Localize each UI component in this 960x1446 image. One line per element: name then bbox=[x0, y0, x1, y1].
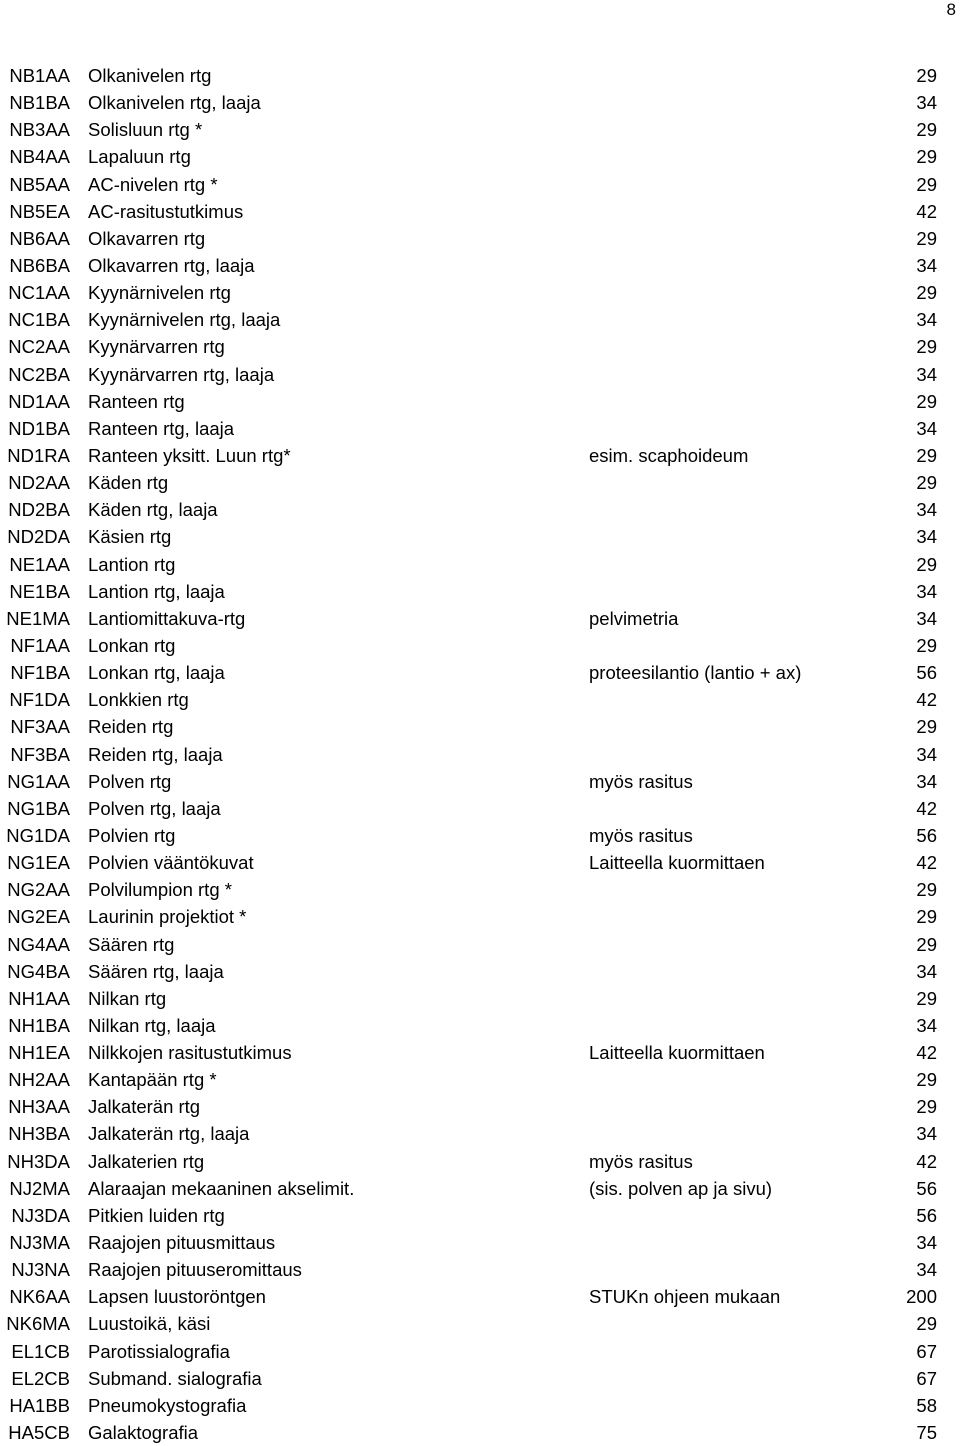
table-row bbox=[0, 741, 960, 768]
procedure-price: 29 bbox=[916, 1313, 937, 1335]
procedure-name: Lonkan rtg bbox=[88, 634, 176, 656]
procedure-price: 67 bbox=[916, 1367, 937, 1389]
procedure-code: NF3AA bbox=[10, 716, 70, 738]
procedure-code: NB5AA bbox=[9, 173, 70, 195]
procedure-name: Käsien rtg bbox=[88, 526, 172, 548]
table-row bbox=[0, 795, 960, 822]
procedure-name: Olkanivelen rtg bbox=[88, 65, 212, 86]
procedure-name: Lonkkien rtg bbox=[88, 689, 189, 711]
table-row bbox=[0, 1066, 960, 1093]
procedure-code: ND1AA bbox=[8, 390, 70, 412]
procedure-note: myös rasitus bbox=[589, 824, 693, 846]
procedure-price: 29 bbox=[916, 716, 937, 738]
procedure-price: 34 bbox=[916, 960, 937, 982]
procedure-price: 56 bbox=[916, 662, 937, 684]
procedure-name: Nilkan rtg, laaja bbox=[88, 1014, 216, 1036]
table-row bbox=[0, 551, 960, 578]
procedure-price: 29 bbox=[916, 119, 937, 141]
procedure-note: (sis. polven ap ja sivu) bbox=[589, 1177, 773, 1199]
procedure-price: 200 bbox=[906, 1286, 937, 1308]
table-row bbox=[0, 198, 960, 225]
procedure-code: HA5CB bbox=[8, 1422, 70, 1444]
procedure-price: 29 bbox=[916, 1096, 937, 1118]
procedure-name: Kyynärnivelen rtg bbox=[88, 282, 231, 304]
procedure-name: Luustoikä, käsi bbox=[88, 1313, 211, 1335]
procedure-price: 34 bbox=[916, 607, 937, 629]
procedure-code: NJ3MA bbox=[9, 1232, 70, 1254]
procedure-code: EL2CB bbox=[11, 1367, 70, 1389]
procedure-code: NK6AA bbox=[9, 1286, 70, 1308]
procedure-name: Käden rtg, laaja bbox=[88, 499, 218, 521]
table-row bbox=[0, 605, 960, 632]
procedure-code: NH1BA bbox=[8, 1014, 70, 1036]
procedure-code: NK6MA bbox=[6, 1313, 70, 1335]
procedure-price: 29 bbox=[916, 390, 937, 412]
procedure-price: 56 bbox=[916, 1177, 937, 1199]
procedure-code: NB3AA bbox=[9, 119, 70, 141]
procedure-price: 29 bbox=[916, 65, 937, 86]
table-row bbox=[0, 361, 960, 388]
table-row bbox=[0, 876, 960, 903]
procedure-code: NH1AA bbox=[8, 987, 70, 1009]
procedure-name: Reiden rtg bbox=[88, 716, 174, 738]
procedure-price: 42 bbox=[916, 797, 937, 819]
table-row bbox=[0, 822, 960, 849]
procedure-name: Lantiomittakuva-rtg bbox=[88, 607, 246, 629]
table-row bbox=[0, 469, 960, 496]
procedure-name: Lantion rtg, laaja bbox=[88, 580, 225, 602]
table-row bbox=[0, 388, 960, 415]
procedure-name: AC-nivelen rtg * bbox=[88, 173, 218, 195]
procedure-code: NE1BA bbox=[9, 580, 70, 602]
procedure-code: NG1AA bbox=[7, 770, 70, 792]
procedure-code: NC2AA bbox=[8, 336, 70, 358]
procedure-name: Käden rtg bbox=[88, 472, 169, 494]
table-row bbox=[0, 1229, 960, 1256]
procedure-code: NB1BA bbox=[9, 92, 70, 114]
procedure-name: Nilkan rtg bbox=[88, 987, 167, 1009]
table-row bbox=[0, 279, 960, 306]
table-row bbox=[0, 1039, 960, 1066]
procedure-code: NH1EA bbox=[8, 1042, 70, 1064]
procedure-code: NH3BA bbox=[8, 1123, 70, 1145]
procedure-price: 42 bbox=[916, 852, 937, 874]
table-row bbox=[0, 713, 960, 740]
procedure-name: Lonkan rtg, laaja bbox=[88, 662, 225, 684]
procedure-price: 34 bbox=[916, 92, 937, 114]
procedure-note: myös rasitus bbox=[589, 1150, 693, 1172]
table-row bbox=[0, 578, 960, 605]
table-row bbox=[0, 931, 960, 958]
procedure-price: 29 bbox=[916, 634, 937, 656]
table-row bbox=[0, 143, 960, 170]
procedure-price: 34 bbox=[916, 743, 937, 765]
procedure-code: NG2AA bbox=[7, 879, 70, 901]
table-row bbox=[0, 903, 960, 930]
procedure-code: NH3AA bbox=[8, 1096, 70, 1118]
table-row bbox=[0, 171, 960, 198]
table-row bbox=[0, 252, 960, 279]
procedure-price: 42 bbox=[916, 689, 937, 711]
procedure-price: 29 bbox=[916, 906, 937, 928]
procedure-name: Solisluun rtg * bbox=[88, 119, 203, 141]
procedure-price: 34 bbox=[916, 499, 937, 521]
procedure-code: NH3DA bbox=[7, 1150, 70, 1172]
procedure-code: EL1CB bbox=[11, 1340, 70, 1362]
procedure-code: NJ3DA bbox=[11, 1204, 70, 1226]
procedure-name: Lapsen luustoröntgen bbox=[88, 1286, 266, 1308]
procedure-code: NF1AA bbox=[10, 634, 70, 656]
procedure-code: NG1DA bbox=[6, 824, 70, 846]
table-row bbox=[0, 442, 960, 469]
procedure-code: NG1EA bbox=[7, 852, 70, 874]
procedure-name: Submand. sialografia bbox=[88, 1367, 262, 1389]
procedure-name: Kyynärvarren rtg bbox=[88, 336, 225, 358]
procedure-name: Ranteen yksitt. Luun rtg* bbox=[88, 444, 291, 466]
procedure-code: NB5EA bbox=[9, 200, 70, 222]
procedure-name: Parotissialografia bbox=[88, 1340, 230, 1362]
procedure-code: NC1BA bbox=[8, 309, 70, 331]
table-row bbox=[0, 1202, 960, 1229]
procedure-name: Jalkaterän rtg bbox=[88, 1096, 201, 1118]
procedure-name: AC-rasitustutkimus bbox=[88, 200, 244, 222]
procedure-code: ND2BA bbox=[8, 499, 70, 521]
procedure-price: 29 bbox=[916, 282, 937, 304]
table-row bbox=[0, 1338, 960, 1365]
table-row bbox=[0, 1419, 960, 1446]
procedure-code: NJ3NA bbox=[11, 1259, 70, 1281]
price-list-table bbox=[0, 62, 960, 1446]
procedure-price: 29 bbox=[916, 553, 937, 575]
procedure-name: Säären rtg, laaja bbox=[88, 960, 224, 982]
procedure-name: Pneumokystografia bbox=[88, 1394, 247, 1416]
procedure-name: Polvien rtg bbox=[88, 824, 176, 846]
table-row bbox=[0, 1093, 960, 1120]
procedure-name: Lapaluun rtg bbox=[88, 146, 191, 168]
table-row bbox=[0, 849, 960, 876]
table-row bbox=[0, 1175, 960, 1202]
table-row bbox=[0, 686, 960, 713]
procedure-name: Kyynärnivelen rtg, laaja bbox=[88, 309, 281, 331]
procedure-price: 34 bbox=[916, 1123, 937, 1145]
procedure-price: 34 bbox=[916, 417, 937, 439]
procedure-name: Alaraajan mekaaninen akselimit. bbox=[88, 1177, 355, 1199]
table-row bbox=[0, 1310, 960, 1337]
table-row bbox=[0, 89, 960, 116]
procedure-price: 67 bbox=[916, 1340, 937, 1362]
procedure-price: 34 bbox=[916, 309, 937, 331]
procedure-name: Jalkaterän rtg, laaja bbox=[88, 1123, 250, 1145]
procedure-price: 29 bbox=[916, 987, 937, 1009]
procedure-note: pelvimetria bbox=[589, 607, 679, 629]
procedure-price: 42 bbox=[916, 1150, 937, 1172]
procedure-price: 75 bbox=[916, 1422, 937, 1444]
procedure-name: Olkavarren rtg, laaja bbox=[88, 254, 255, 276]
procedure-price: 56 bbox=[916, 824, 937, 846]
table-row bbox=[0, 1283, 960, 1310]
table-row bbox=[0, 1392, 960, 1419]
procedure-note: esim. scaphoideum bbox=[589, 444, 749, 466]
procedure-name: Kantapään rtg * bbox=[88, 1069, 217, 1091]
procedure-code: NF3BA bbox=[10, 743, 70, 765]
procedure-price: 34 bbox=[916, 1232, 937, 1254]
procedure-code: ND1RA bbox=[7, 444, 70, 466]
procedure-price: 29 bbox=[916, 444, 937, 466]
procedure-code: NG2EA bbox=[7, 906, 70, 928]
procedure-price: 34 bbox=[916, 770, 937, 792]
procedure-price: 29 bbox=[916, 933, 937, 955]
procedure-price: 56 bbox=[916, 1204, 937, 1226]
procedure-code: NB6AA bbox=[9, 227, 70, 249]
procedure-name: Olkavarren rtg bbox=[88, 227, 206, 249]
table-row bbox=[0, 116, 960, 143]
procedure-note: Laitteella kuormittaen bbox=[589, 852, 765, 874]
procedure-code: NG1BA bbox=[7, 797, 70, 819]
procedure-code: NG4AA bbox=[7, 933, 70, 955]
table-row bbox=[0, 768, 960, 795]
procedure-price: 34 bbox=[916, 254, 937, 276]
procedure-price: 42 bbox=[916, 200, 937, 222]
procedure-price: 42 bbox=[916, 1042, 937, 1064]
procedure-price: 34 bbox=[916, 580, 937, 602]
table-row bbox=[0, 306, 960, 333]
procedure-name: Ranteen rtg, laaja bbox=[88, 417, 235, 439]
procedure-code: NC2BA bbox=[8, 363, 70, 385]
procedure-price: 29 bbox=[916, 336, 937, 358]
procedure-price: 34 bbox=[916, 1259, 937, 1281]
procedure-price: 29 bbox=[916, 879, 937, 901]
procedure-code: ND2DA bbox=[7, 526, 70, 548]
procedure-code: NB1AA bbox=[9, 65, 70, 86]
procedure-price: 29 bbox=[916, 227, 937, 249]
procedure-code: NB4AA bbox=[9, 146, 70, 168]
procedure-note: Laitteella kuormittaen bbox=[589, 1042, 765, 1064]
procedure-price: 29 bbox=[916, 173, 937, 195]
procedure-code: NE1AA bbox=[9, 553, 70, 575]
procedure-code: NJ2MA bbox=[9, 1177, 70, 1199]
table-row bbox=[0, 1012, 960, 1039]
table-row bbox=[0, 985, 960, 1012]
procedure-name: Laurinin projektiot * bbox=[88, 906, 247, 928]
procedure-note: proteesilantio (lantio + ax) bbox=[589, 662, 802, 684]
procedure-name: Olkanivelen rtg, laaja bbox=[88, 92, 261, 114]
procedure-name: Pitkien luiden rtg bbox=[88, 1204, 225, 1226]
procedure-name: Galaktografia bbox=[88, 1422, 199, 1444]
procedure-name: Lantion rtg bbox=[88, 553, 176, 575]
procedure-code: NF1DA bbox=[9, 689, 70, 711]
procedure-price: 29 bbox=[916, 472, 937, 494]
table-row bbox=[0, 1120, 960, 1147]
procedure-price: 34 bbox=[916, 1014, 937, 1036]
table-row bbox=[0, 1365, 960, 1392]
procedure-code: NE1MA bbox=[6, 607, 70, 629]
procedure-price: 29 bbox=[916, 146, 937, 168]
procedure-code: NF1BA bbox=[10, 662, 70, 684]
table-row bbox=[0, 1148, 960, 1175]
procedure-price: 34 bbox=[916, 363, 937, 385]
table-row bbox=[0, 415, 960, 442]
procedure-name: Säären rtg bbox=[88, 933, 175, 955]
procedure-code: NB6BA bbox=[9, 254, 70, 276]
table-row bbox=[0, 659, 960, 686]
procedure-code: ND1BA bbox=[8, 417, 70, 439]
table-row bbox=[0, 62, 960, 89]
procedure-note: myös rasitus bbox=[589, 770, 693, 792]
table-row bbox=[0, 496, 960, 523]
procedure-code: HA1BB bbox=[9, 1394, 70, 1416]
procedure-price: 29 bbox=[916, 1069, 937, 1091]
procedure-code: NG4BA bbox=[7, 960, 70, 982]
table-row bbox=[0, 333, 960, 360]
procedure-code: NC1AA bbox=[8, 282, 70, 304]
procedure-price: 58 bbox=[916, 1394, 937, 1416]
procedure-name: Polven rtg bbox=[88, 770, 172, 792]
procedure-name: Polven rtg, laaja bbox=[88, 797, 221, 819]
procedure-name: Jalkaterien rtg bbox=[88, 1150, 205, 1172]
procedure-note: STUKn ohjeen mukaan bbox=[589, 1286, 781, 1308]
table-row bbox=[0, 1256, 960, 1283]
procedure-name: Reiden rtg, laaja bbox=[88, 743, 223, 765]
procedure-name: Nilkkojen rasitustutkimus bbox=[88, 1042, 292, 1064]
table-row bbox=[0, 523, 960, 550]
table-row bbox=[0, 632, 960, 659]
page-number: 8 bbox=[946, 0, 956, 19]
procedure-name: Kyynärvarren rtg, laaja bbox=[88, 363, 275, 385]
procedure-code: ND2AA bbox=[8, 472, 70, 494]
table-row bbox=[0, 225, 960, 252]
procedure-name: Ranteen rtg bbox=[88, 390, 185, 412]
procedure-code: NH2AA bbox=[8, 1069, 70, 1091]
procedure-name: Polvilumpion rtg * bbox=[88, 879, 232, 901]
procedure-name: Raajojen pituuseromittaus bbox=[88, 1259, 302, 1281]
procedure-price: 34 bbox=[916, 526, 937, 548]
table-row bbox=[0, 958, 960, 985]
procedure-name: Polvien vääntökuvat bbox=[88, 852, 254, 874]
procedure-name: Raajojen pituusmittaus bbox=[88, 1232, 276, 1254]
